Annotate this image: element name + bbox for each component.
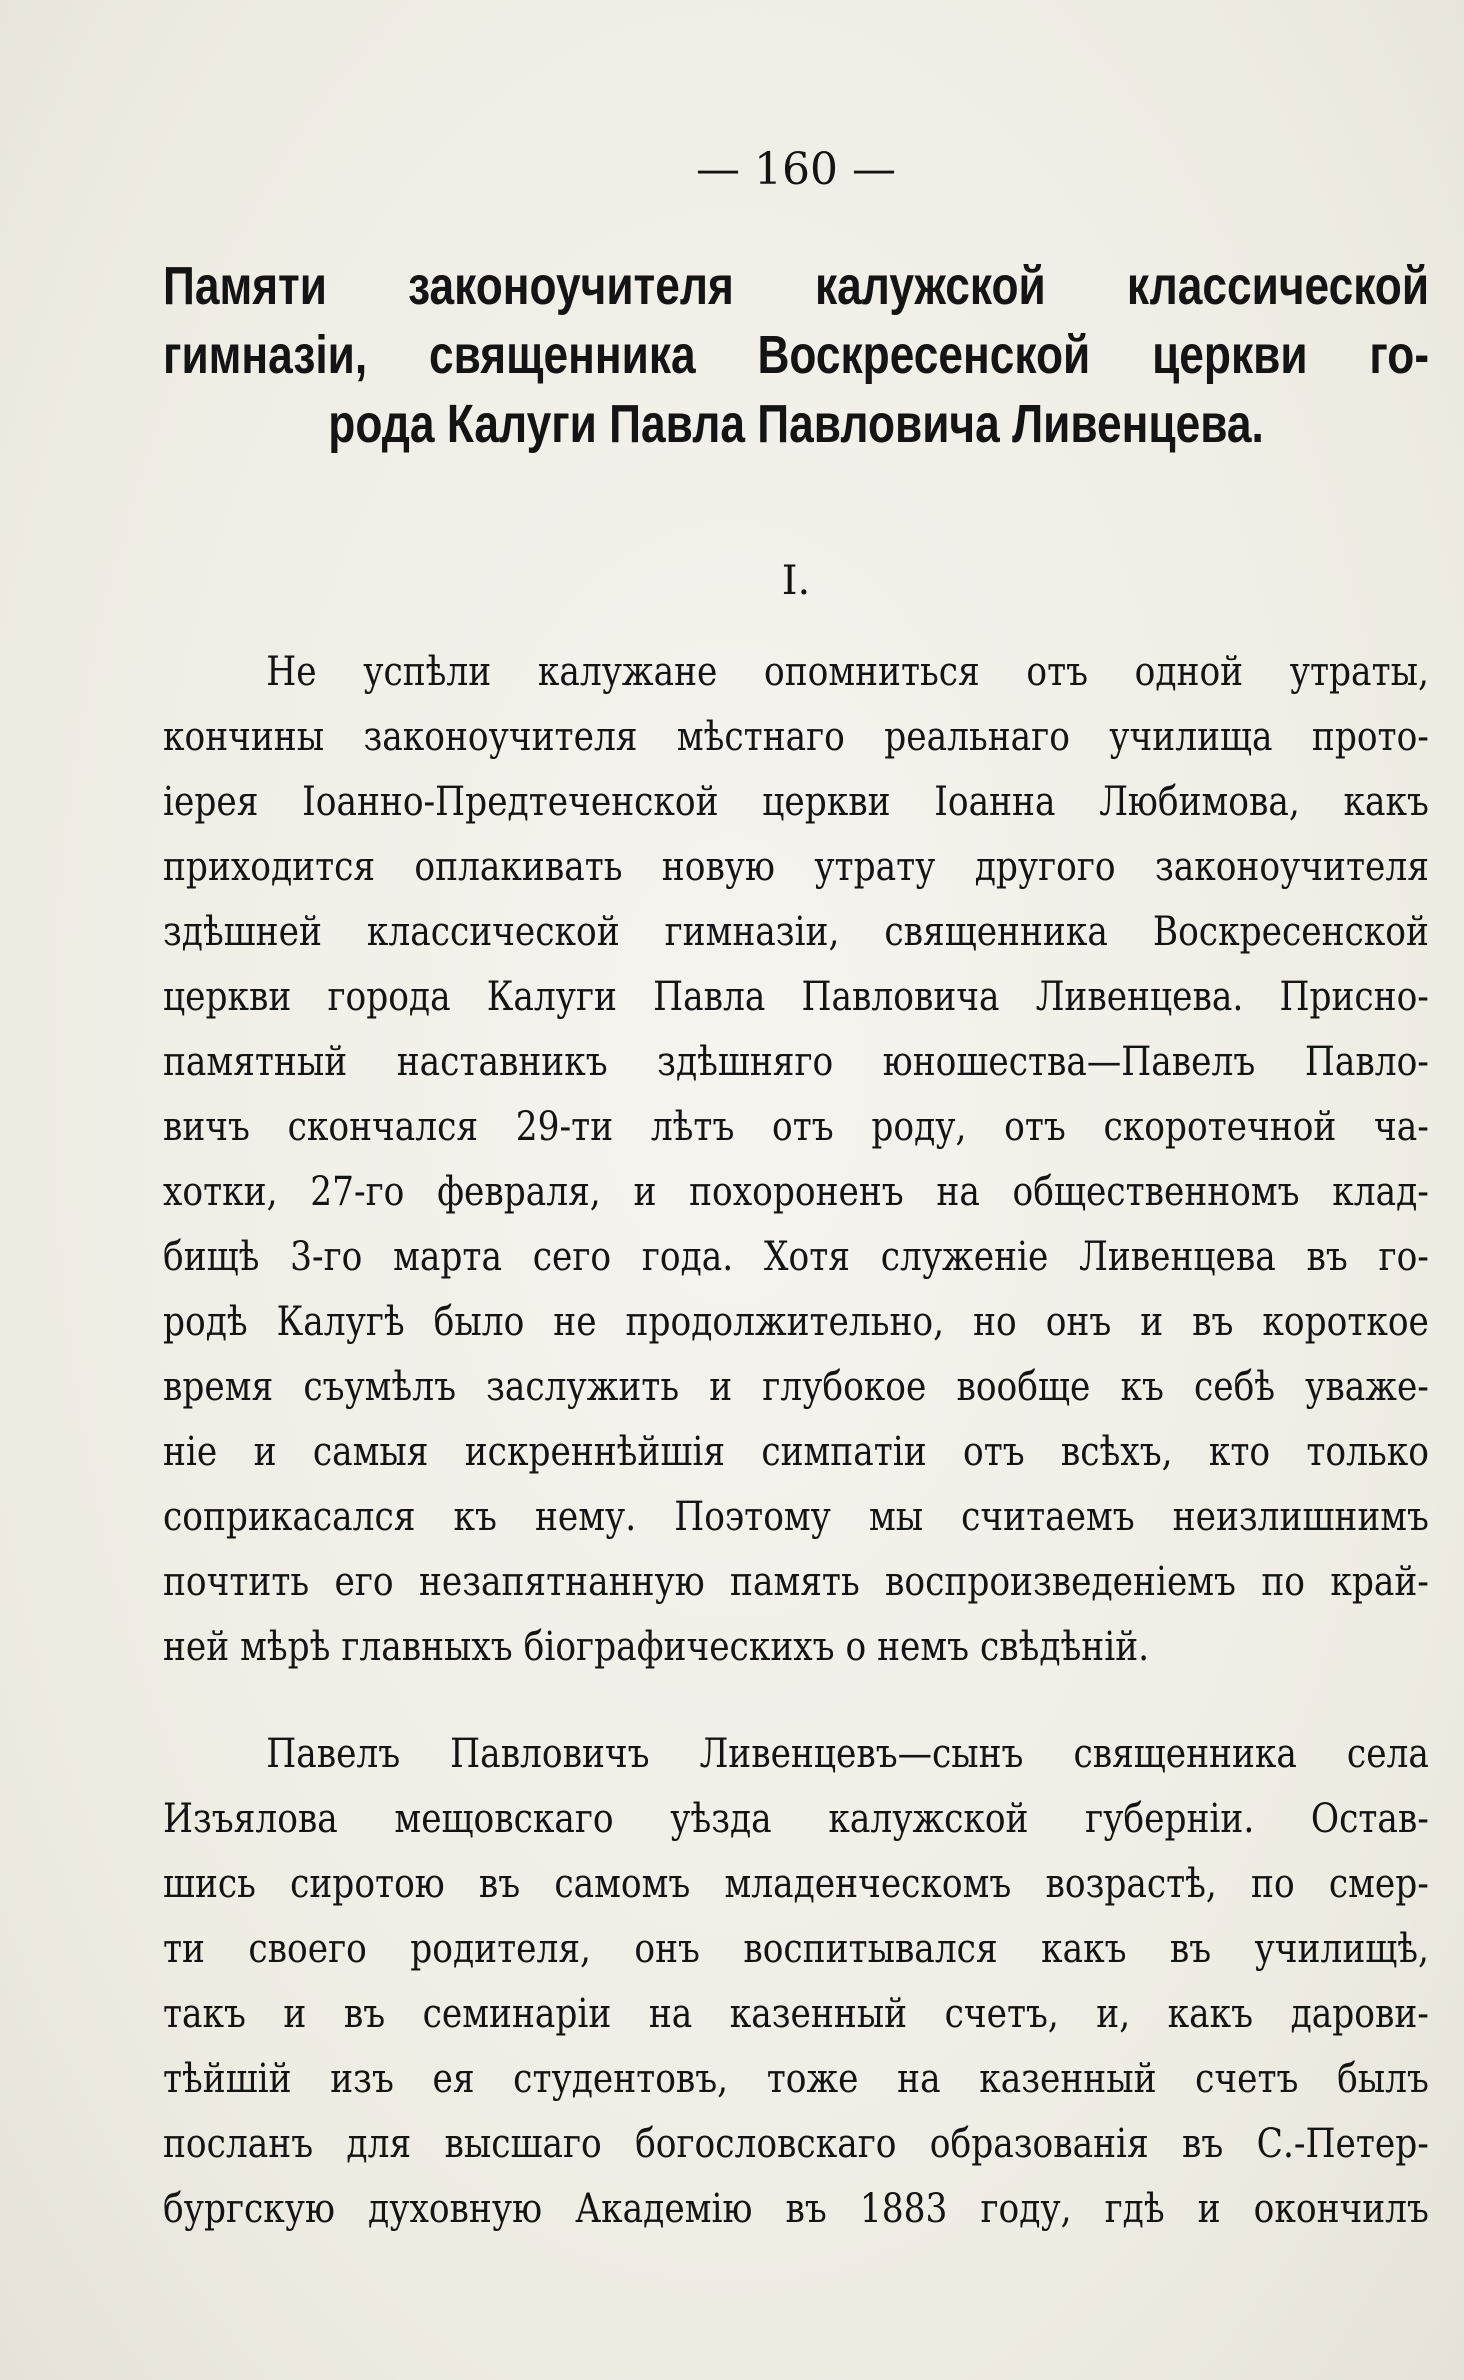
text-line: ніе и самыя искреннѣйшія симпатіи отъ всѣхъ, кто только: [163, 1429, 1429, 1475]
text-line: іерея Іоанно-Предтеченской церкви Іоанна Любимова, какъ: [163, 779, 1429, 825]
text-line: соприкасался къ нему. Поэтому мы считаемъ неизлишнимъ: [163, 1494, 1429, 1540]
text-line: вичъ скончался 29-ти лѣтъ отъ роду, отъ скоротечной ча-: [163, 1104, 1429, 1150]
paragraph-1: [163, 640, 1429, 1680]
text-line: шись сиротою въ самомъ младенческомъ возрастѣ, по смер-: [163, 1861, 1429, 1907]
text-line: хотки, 27-го февраля, и похороненъ на общественномъ клад-: [163, 1169, 1429, 1215]
text-line: Изъялова мещовскаго уѣзда калужской губерніи. Остав-: [163, 1796, 1429, 1842]
text-line: памятный наставникъ здѣшняго юношества—Павелъ Павло-: [163, 1039, 1429, 1085]
text-line: тѣйшій изъ ея студентовъ, тоже на казенный счетъ былъ: [163, 2056, 1429, 2102]
paragraph-2: [163, 1722, 1429, 2242]
text-line: церкви города Калуги Павла Павловича Ливенцева. Присно-: [163, 974, 1429, 1020]
text-line: кончины законоучителя мѣстнаго реальнаго училища прото-: [163, 714, 1429, 760]
text-line: здѣшней классической гимназіи, священника Воскресенской: [163, 909, 1429, 955]
text-line: Павелъ Павловичъ Ливенцевъ—сынъ священника села: [266, 1731, 1429, 1777]
article-title: [163, 252, 1430, 459]
text-line: бургскую духовную Академію въ 1883 году, гдѣ и окончилъ: [163, 2186, 1429, 2232]
text-line: Не успѣли калужане опомниться отъ одной утраты,: [266, 649, 1429, 695]
text-line: ти своего родителя, онъ воспитывался какъ въ училищѣ,: [163, 1926, 1429, 1972]
text-line: посланъ для высшаго богословскаго образованія въ С.-Петер-: [163, 2121, 1429, 2167]
text-line: время съумѣлъ заслужить и глубокое вообще къ себѣ уваже-: [163, 1364, 1429, 1410]
text-line: ней мѣрѣ главныхъ біографическихъ о немъ свѣдѣній.: [163, 1624, 1150, 1670]
page-number: — 160 —: [696, 144, 896, 195]
title-line: Памяти законоучителя калужской классической: [163, 256, 1430, 316]
section-heading: I.: [781, 558, 811, 604]
text-line: родѣ Калугѣ было не продолжительно, но онъ и въ короткое: [163, 1299, 1429, 1345]
text-line: такъ и въ семинаріи на казенный счетъ, и, какъ дарови-: [163, 1991, 1429, 2037]
text-line: приходится оплакивать новую утрату другого законоучителя: [163, 844, 1429, 890]
title-line: гимназіи, священника Воскресенской церкви го-: [163, 325, 1430, 385]
text-line: бищѣ 3-го марта сего года. Хотя служеніе Ливенцева въ го-: [163, 1234, 1429, 1280]
text-line: почтить его незапятнанную память воспроизведеніемъ по край-: [163, 1559, 1429, 1605]
title-line: рода Калуги Павла Павловича Ливенцева.: [328, 394, 1264, 454]
